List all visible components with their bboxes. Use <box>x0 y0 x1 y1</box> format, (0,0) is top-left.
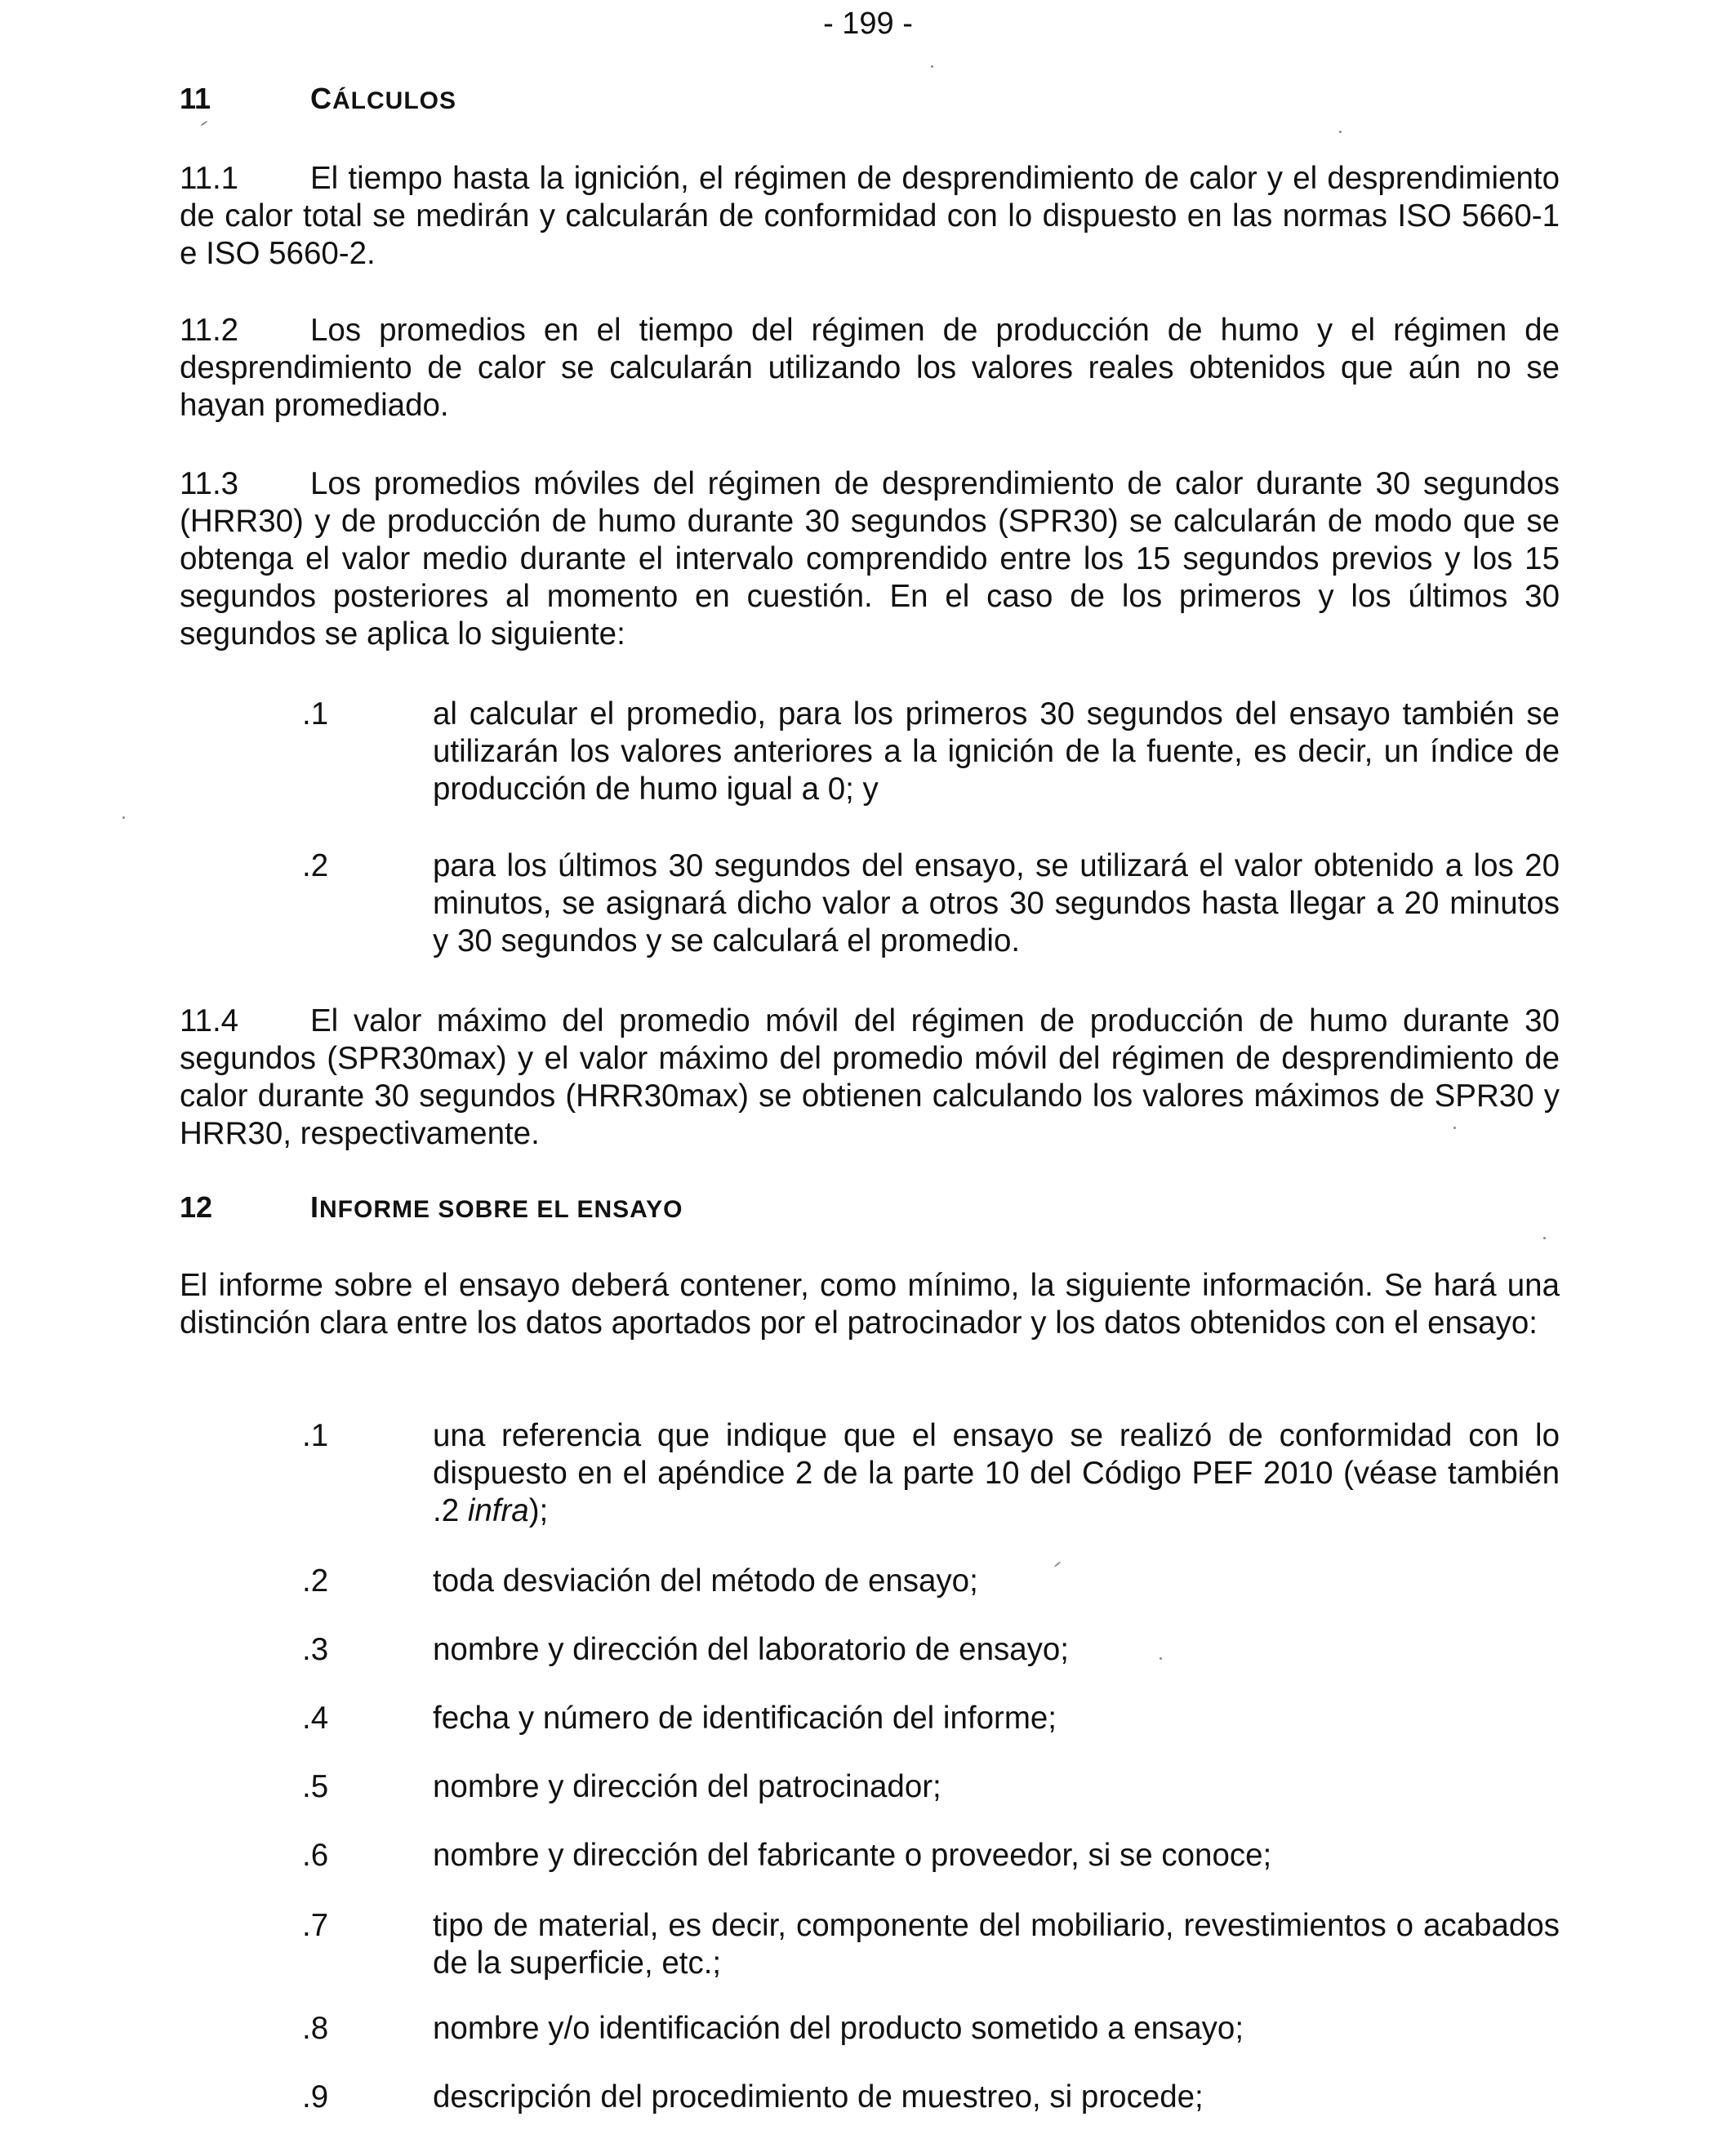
list-item <box>302 2079 1560 2116</box>
list-item <box>302 1700 1560 1737</box>
list-item-number: .6 <box>302 1838 329 1873</box>
list-item-text: nombre y dirección del fabricante o proveedor, si se conoce; <box>433 1838 1272 1873</box>
section-12-intro: El informe sobre el ensayo deberá contener, como mínimo, la siguiente información. Se hará una distinción clara entre los datos aportados por el patrocinador y los datos obtenidos con el ensayo: <box>180 1268 1560 1341</box>
page-number: - 199 - <box>823 7 913 41</box>
scan-speck <box>200 120 207 126</box>
paragraph-text: El tiempo hasta la ignición, el régimen de desprendimiento de calor y el desprendimiento de calor total se medirán y calcularán de conformidad con lo dispuesto en las normas ISO 5660-1 e ISO 5660-2. <box>180 161 1560 271</box>
list-item <box>302 2010 1560 2048</box>
scan-speck <box>1339 131 1342 133</box>
section-12-title: INFORME SOBRE EL ENSAYO <box>310 1190 683 1224</box>
section-11-title: CÁLCULOS <box>310 82 456 115</box>
paragraph-number: 11.3 <box>180 466 239 501</box>
scan-speck <box>931 65 933 68</box>
list-item <box>302 1417 1560 1530</box>
list-item-number: .4 <box>302 1701 329 1736</box>
list-item <box>302 1768 1560 1806</box>
list-item-text: tipo de material, es decir, componente del mobiliario, revestimientos o acabados de la superficie, etc.; <box>433 1908 1560 1981</box>
paragraph-number: 11.4 <box>180 1003 239 1038</box>
list-item-number: .1 <box>302 696 329 732</box>
list-item <box>302 847 1560 960</box>
list-item-number: .3 <box>302 1632 329 1667</box>
section-12-heading <box>180 1190 683 1225</box>
paragraph-11-3 <box>180 465 1560 653</box>
list-item-text: nombre y dirección del patrocinador; <box>433 1769 941 1804</box>
paragraph-text: Los promedios móviles del régimen de desprendimiento de calor durante 30 segundos (HRR30) y de producción de humo durante 30 segundos (SPR30) se calcularán de modo que se obtenga el valor medio durante el intervalo comprendido entre los 15 segundos previos y los 15 segundos posteriores al momento en cuestión. En el caso de los primeros y los últimos 30 segundos se aplica lo siguiente: <box>180 466 1560 651</box>
list-item-number: .2 <box>302 1563 329 1599</box>
paragraph-11-1 <box>180 160 1560 273</box>
scan-speck <box>1543 1237 1546 1239</box>
list-item-text: para los últimos 30 segundos del ensayo, se utilizará el valor obtenido a los 20 minutos, se asignará dicho valor a otros 30 segundos hasta llegar a 20 minutos y 30 segundos y se calculará el promedio. <box>433 848 1560 958</box>
scan-speck <box>1453 1127 1456 1129</box>
paragraph-text: Los promedios en el tiempo del régimen de producción de humo y el régimen de desprendimiento de calor se calcularán utilizando los valores reales obtenidos que aún no se hayan promediado. <box>180 313 1560 423</box>
list-item-text: fecha y número de identificación del informe; <box>433 1701 1057 1736</box>
scan-speck <box>122 816 125 819</box>
paragraph-number: 11.1 <box>180 161 239 196</box>
list-item-number: .7 <box>302 1908 329 1943</box>
list-item-number: .1 <box>302 1418 329 1453</box>
list-item <box>302 696 1560 808</box>
list-item <box>302 1837 1560 1874</box>
list-item-number: .5 <box>302 1769 329 1804</box>
list-item <box>302 1907 1560 1982</box>
paragraph-number: 11.2 <box>180 313 239 348</box>
section-11-number: 11 <box>180 82 211 115</box>
list-item-number: .9 <box>302 2079 329 2115</box>
section-11-heading <box>180 82 456 116</box>
list-item-text: al calcular el promedio, para los primeros 30 segundos del ensayo también se utilizarán los valores anteriores a la ignición de la fuente, es decir, un índice de producción de humo igual a 0; y <box>433 696 1560 807</box>
paragraph-11-2 <box>180 312 1560 425</box>
list-item <box>302 1631 1560 1669</box>
list-item-text: una referencia que indique que el ensayo se realizó de conformidad con lo dispuesto en el apéndice 2 de la parte 10 del Código PEF 2010 (véase también .2 infra); <box>433 1418 1560 1528</box>
list-item-number: .8 <box>302 2011 329 2046</box>
section-12-number: 12 <box>180 1190 213 1224</box>
list-item-text: toda desviación del método de ensayo; <box>433 1563 978 1599</box>
paragraph-text: El valor máximo del promedio móvil del régimen de producción de humo durante 30 segundos (SPR30max) y el valor máximo del promedio móvil del régimen de desprendimiento de calor durante 30 segundos (HRR30max) se obtienen calculando los valores máximos de SPR30 y HRR30, respectivamente. <box>180 1003 1560 1151</box>
list-item-number: .2 <box>302 848 329 883</box>
scan-speck <box>1160 1657 1162 1660</box>
list-item-text: descripción del procedimiento de muestreo, si procede; <box>433 2079 1204 2115</box>
list-item-text: nombre y dirección del laboratorio de ensayo; <box>433 1632 1070 1667</box>
list-item-text: nombre y/o identificación del producto sometido a ensayo; <box>433 2011 1244 2046</box>
paragraph-11-4 <box>180 1003 1560 1153</box>
list-item <box>302 1563 1560 1600</box>
